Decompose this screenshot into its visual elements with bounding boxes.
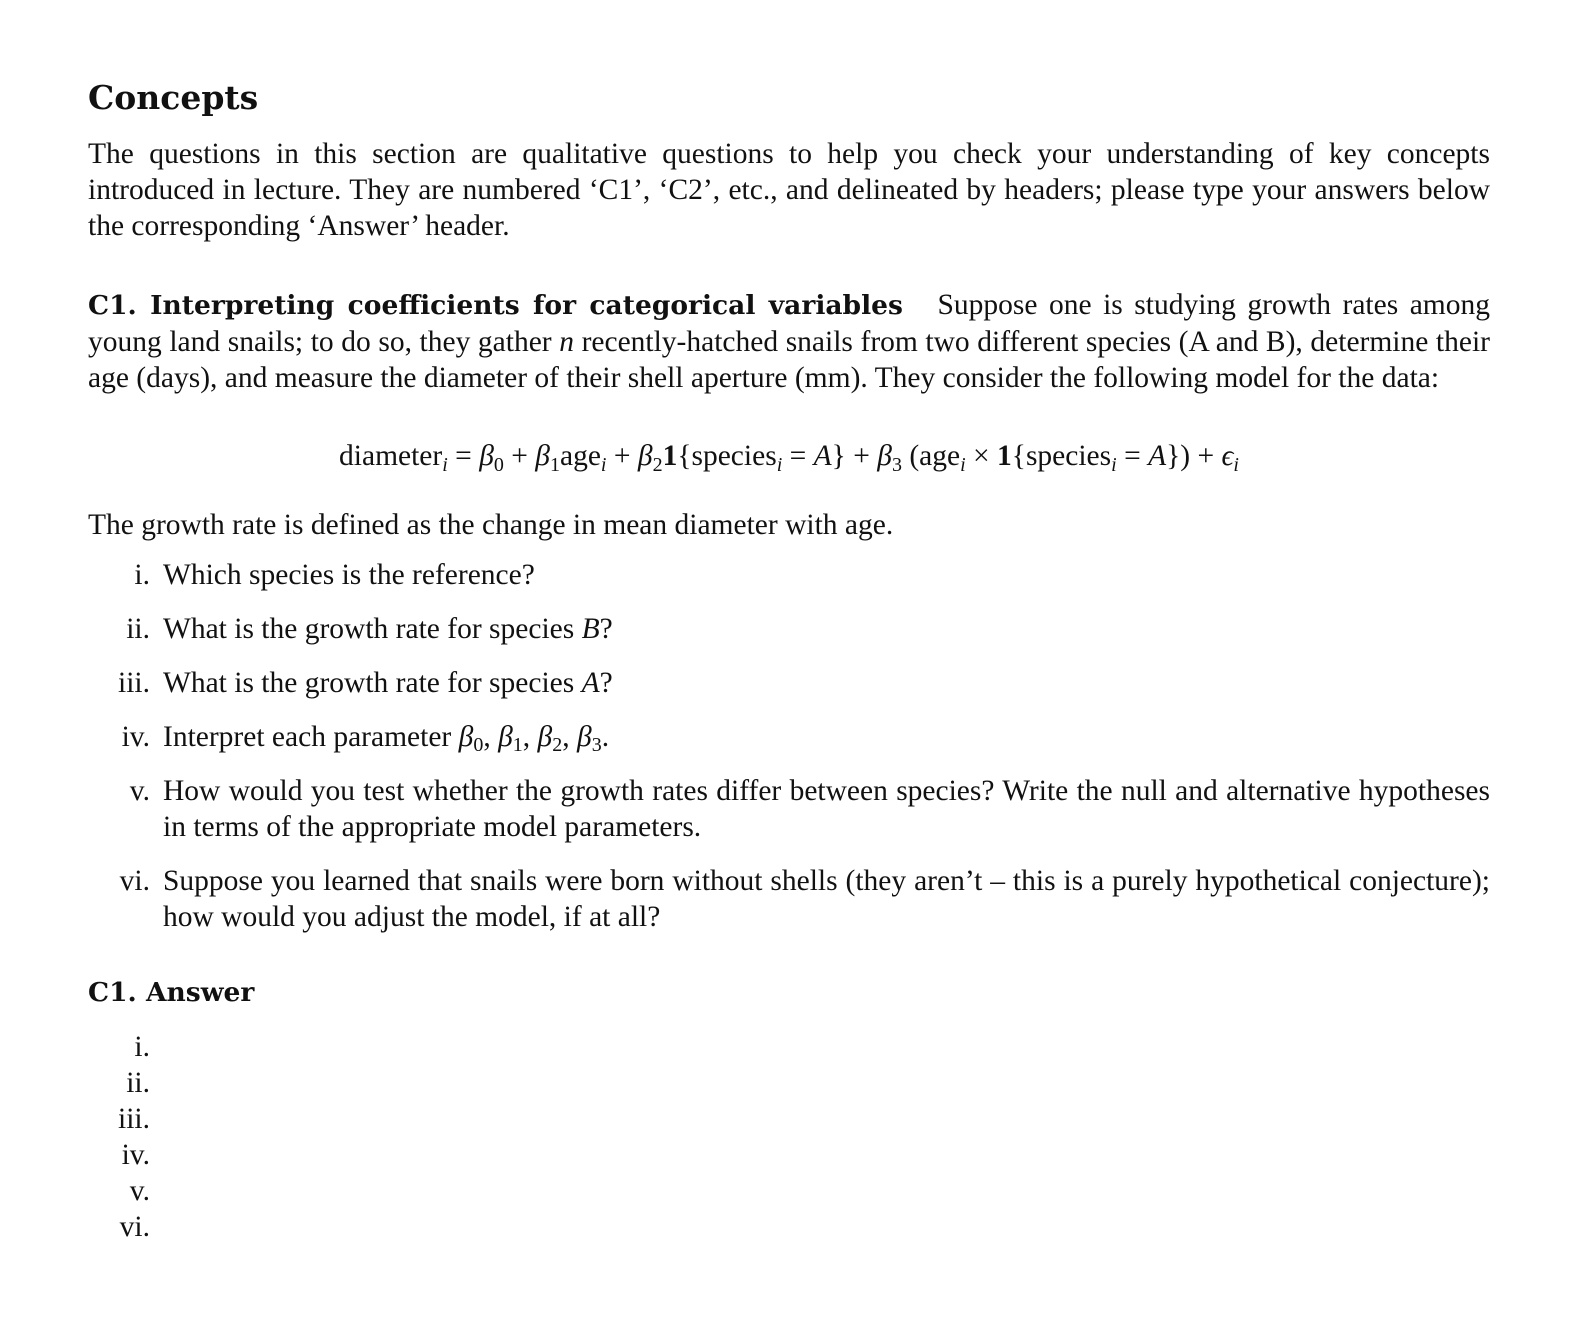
question-items [88, 557, 1490, 935]
section-intro: The questions in this section are qualitative questions to help you check your understanding of key concepts introduced in lecture. They are numbered ‘C1’, ‘C2’, etc., and delineated by headers; please type your answers below the corresponding ‘Answer’ header. [88, 138, 1490, 242]
variable-n: n [559, 326, 574, 358]
growth-rate-definition: The growth rate is defined as the change in mean diameter with age. [88, 509, 894, 541]
answer-item-iii[interactable]: iii. [118, 1103, 150, 1135]
question-item-i: i. Which species is the reference? [134, 559, 535, 591]
model-equation: diameter$_i$ = $\beta_0 + \beta_1age_i$ + $\beta_21\{species_i = A\} + \beta_3$ (age$_i$ × 1{species$_i$ = $A\}) + \epsilon_i$ [339, 440, 1239, 476]
answer-item-v[interactable]: v. [129, 1175, 150, 1207]
document-page [88, 70, 1490, 1245]
question-item-iv: iv. Interpret each parameter $\beta_0$, $\beta_1$, $\beta_2$, $\beta_3$. [121, 721, 610, 756]
question-item-iii: iii. What is the growth rate for species A? [118, 667, 613, 699]
answer-title: C1. Answer [88, 977, 255, 1008]
question-item-vi: vi. Suppose you learned that snails were born without shells (they aren’t – this is a purely hypothetical conjecture); how would you adjust the model, if at all? [119, 865, 1490, 933]
question-c1-title: C1. Interpreting coefficients for categorical variables [88, 290, 903, 321]
question-body-part2: recently-hatched snails from two different species (A and B), determine their age (days), and measure the diameter of their shell aperture (mm). They consider the following model for the data: [88, 326, 1490, 394]
answer-items [88, 1029, 1490, 1245]
section-title: Concepts [88, 78, 259, 117]
answer-item-i[interactable]: i. [134, 1031, 150, 1063]
answer-item-ii[interactable]: ii. [126, 1067, 150, 1099]
answer-item-vi[interactable]: vi. [119, 1211, 150, 1243]
question-c1-body [88, 287, 1490, 396]
question-item-v: v. How would you test whether the growth rates differ between species? Write the null and alternative hypotheses in terms of the appropriate model parameters. [129, 775, 1490, 843]
question-body-part1: Suppose one is studying growth rates among young land snails; to do so, they gather [88, 289, 1490, 358]
question-item-ii: ii. What is the growth rate for species B? [126, 613, 613, 645]
answer-item-iv[interactable]: iv. [121, 1139, 150, 1171]
